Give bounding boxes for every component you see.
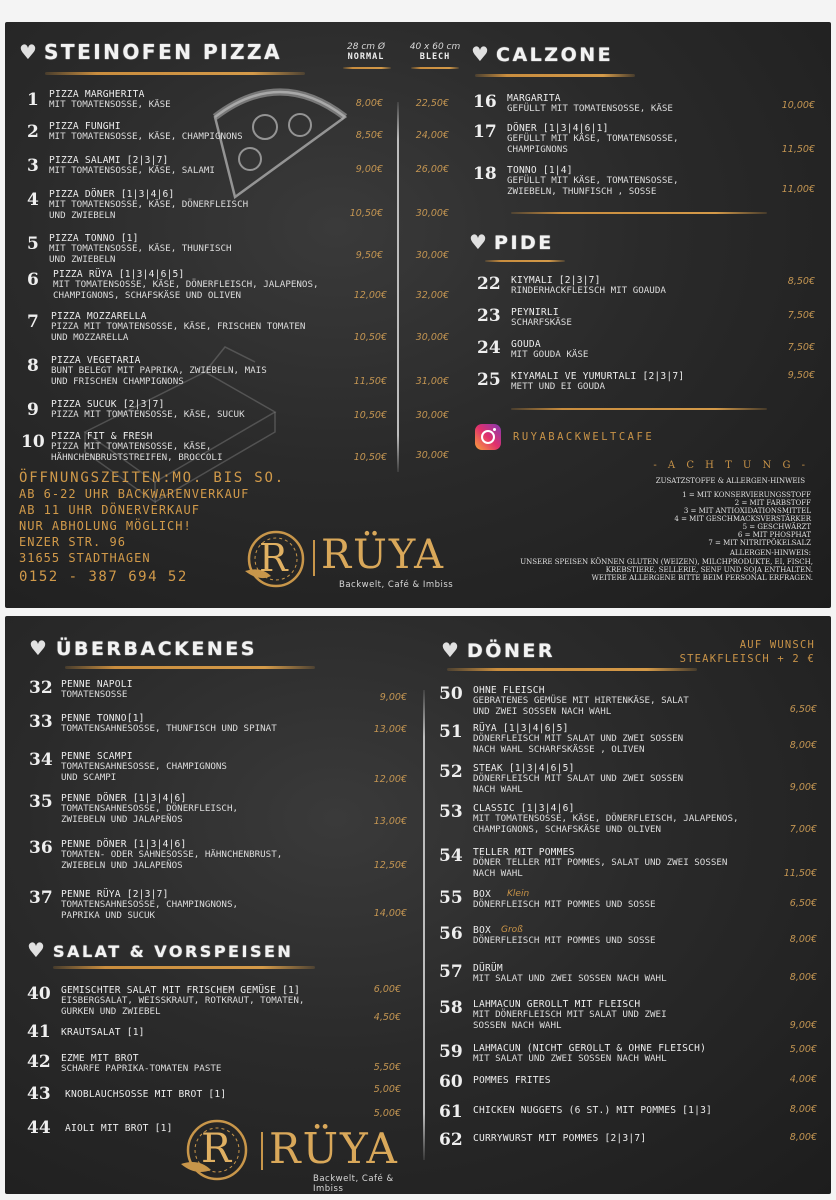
item-number: 2 <box>27 122 39 142</box>
address-street: ENZER STR. 96 <box>19 535 126 549</box>
hours-line: ÖFFNUNGSZEITEN:MO. BIS SO. <box>19 470 285 486</box>
item-desc: RINDERHACKFLEISCH MIT GOAUDA <box>511 285 666 296</box>
item-name: MARGARITA <box>507 93 561 104</box>
logo-initial: R <box>259 536 288 580</box>
item-name: TONNO [1|4] <box>507 165 573 176</box>
item-desc: DÖNER TELLER MIT POMMES, SALAT UND ZWEI SOSSEN NACH WAHL <box>473 857 728 879</box>
item-desc: EISBERGSALAT, WEISSKRAUT, ROTKRAUT, TOMATEN, GURKEN UND ZWIEBEL <box>61 995 305 1017</box>
item-desc: GEFÜLLT MIT KÄSE, TOMATENSOSSE, CHAMPIGNONS <box>507 133 679 155</box>
item-number: 54 <box>439 846 463 866</box>
pizza-underline <box>45 72 305 75</box>
item-name: AIOLI MIT BROT [1] <box>65 1123 173 1134</box>
calzone-underline <box>475 74 635 77</box>
item-price: 14,00€ <box>373 908 407 919</box>
item-number: 18 <box>473 164 497 184</box>
column-divider <box>397 102 399 472</box>
item-name: PIZZA MOZZARELLA <box>51 311 147 322</box>
item-price: 8,00€ <box>789 1104 817 1115</box>
item-desc: METT UND EI GOUDA <box>511 381 606 392</box>
allergen-hint-line: KREBSTIERE, SELLERIE, SENF UND SOJA ENTHALTEN. <box>605 566 813 574</box>
item-desc: PIZZA MIT TOMATENSOSSE, KÄSE, SUCUK <box>51 409 245 420</box>
ruya-logo-bottom <box>177 1116 427 1194</box>
size-normal-underline <box>343 67 391 69</box>
additive-line: 3 = MIT ANTIOXIDATIONSMITTEL <box>683 507 811 515</box>
steak-option-note <box>605 638 815 666</box>
item-name: CHICKEN NUGGETS (6 ST.) MIT POMMES [1|3] <box>473 1105 713 1116</box>
item-name: PENNE DÖNER [1|3|4|6] <box>61 839 187 850</box>
item-price: 7,50€ <box>787 310 815 321</box>
price-normal: 11,50€ <box>353 376 387 387</box>
column-divider <box>423 690 425 1160</box>
allergen-hint-line: WEITERE ALLERGENE BITTE BEIM PERSONAL ERFRAGEN. <box>591 574 813 582</box>
item-number: 51 <box>439 722 463 742</box>
item-desc: MIT TOMATENSOSSE, KÄSE <box>49 99 171 110</box>
allergen-hint-line: UNSERE SPEISEN KÖNNEN GLUTEN (WEIZEN), MILCHPRODUKTE, EI, FISCH, <box>520 558 813 566</box>
size-blech-name: BLECH <box>419 52 451 62</box>
item-name: KNOBLAUCHSOSSE MIT BROT [1] <box>65 1089 227 1100</box>
item-price: 8,50€ <box>787 276 815 287</box>
item-price: 9,50€ <box>787 370 815 381</box>
item-price: 8,00€ <box>789 934 817 945</box>
item-desc: GEFÜLLT MIT KÄSE, TOMATENSOSSE, ZWIEBELN, THUNFISCH , SOSSE <box>507 175 679 197</box>
menu-board-bottom <box>5 616 831 1194</box>
additive-line: 6 = MIT PHOSPHAT <box>737 531 811 539</box>
steak-note-line: AUF WUNSCH <box>739 639 815 651</box>
item-name: CURRYWURST MIT POMMES [2|3|7] <box>473 1133 647 1144</box>
item-number: 42 <box>27 1052 51 1072</box>
item-price: 12,00€ <box>373 774 407 785</box>
item-desc: MIT TOMATENSOSSE, KÄSE, DÖNERFLEISCH UND ZWIEBELN <box>49 199 249 221</box>
heart-icon: ♥ <box>469 230 487 254</box>
item-number: 56 <box>439 924 463 944</box>
item-number: 44 <box>27 1118 51 1138</box>
item-desc: BUNT BELEGT MIT PAPRIKA, ZWIEBELN, MAIS UND FRISCHEN CHAMPIGNONS <box>51 365 267 387</box>
item-price: 8,00€ <box>789 1132 817 1143</box>
item-desc: MIT SALAT UND ZWEI SOSSEN NACH WAHL <box>473 973 667 984</box>
price-blech: 30,00€ <box>415 410 449 421</box>
pide-end-line <box>511 408 767 410</box>
item-price: 6,50€ <box>789 898 817 909</box>
item-desc: TOMATENSAHNESOSSE, CHAMPIGNONS UND SCAMPI <box>61 761 227 783</box>
item-price: 6,50€ <box>789 704 817 715</box>
item-desc: MIT SALAT UND ZWEI SOSSEN NACH WAHL <box>473 1053 667 1064</box>
item-desc: MIT TOMATENSOSSE, KÄSE, THUNFISCH UND ZWIEBELN <box>49 243 232 265</box>
heart-icon: ♥ <box>471 42 489 66</box>
item-name: PIZZA RÜYA [1|3|4|6|5] <box>53 269 185 280</box>
item-desc: MIT TOMATENSOSSE, KÄSE, DÖNERFLEISCH, JALAPENOS, CHAMPIGNONS, SCHAFSKÄSE UND OLIVEN <box>53 279 319 301</box>
phone-number[interactable]: 0152 - 387 694 52 <box>19 569 188 585</box>
price-normal: 8,50€ <box>355 130 383 141</box>
allergen-info <box>485 460 825 557</box>
allergen-hint-title: ALLERGEN-HINWEIS: <box>729 549 811 557</box>
item-desc: GEFÜLLT MIT TOMATENSOSSE, KÄSE <box>507 103 673 114</box>
price-blech: 31,00€ <box>415 376 449 387</box>
item-name: PENNE NAPOLI <box>61 679 133 690</box>
item-name: PIZZA MARGHERITA <box>49 89 145 100</box>
item-price: 5,50€ <box>373 1062 401 1073</box>
item-name: PEYNIRLI <box>511 307 559 318</box>
price-blech: 22,50€ <box>415 98 449 109</box>
item-number: 5 <box>27 234 39 254</box>
item-desc: PIZZA MIT TOMATENSOSSE, KÄSE, HÄHNCHENBRUSTSTREIFEN, BROCCOLI <box>51 441 223 463</box>
item-desc: MIT TOMATENSOSSE, KÄSE, CHAMPIGNONS <box>49 131 243 142</box>
logo-tagline: Backwelt, Café & Imbiss <box>339 580 454 590</box>
size-normal-name: NORMAL <box>347 52 385 62</box>
additive-line: 2 = MIT FARBSTOFF <box>734 499 811 507</box>
item-number: 57 <box>439 962 463 982</box>
item-desc: MIT DÖNERFLEISCH MIT SALAT UND ZWEI SOSSEN NACH WAHL <box>473 1009 667 1031</box>
item-number: 43 <box>27 1084 51 1104</box>
item-name: KIYMALI [2|3|7] <box>511 275 601 286</box>
doener-heading <box>441 638 555 662</box>
heart-icon: ♥ <box>441 638 459 662</box>
price-normal: 10,50€ <box>353 410 387 421</box>
item-desc: SCHARFSKÄSE <box>511 317 572 328</box>
hours-line: AB 11 UHR DÖNERVERKAUF <box>19 503 200 517</box>
item-desc: DÖNERFLEISCH MIT POMMES UND SOSSE <box>473 935 656 946</box>
item-number: 16 <box>473 92 497 112</box>
price-normal: 8,00€ <box>355 98 383 109</box>
item-name: PIZZA DÖNER [1|3|4|6] <box>49 189 175 200</box>
item-price: 7,50€ <box>787 342 815 353</box>
item-number: 32 <box>29 678 53 698</box>
additives-list <box>485 491 825 547</box>
price-blech: 30,00€ <box>415 450 449 461</box>
calzone-heading <box>471 42 613 66</box>
item-price: 7,00€ <box>789 824 817 835</box>
item-name: TELLER MIT POMMES <box>473 847 575 858</box>
pizza-title: STEINOFEN PIZZA <box>44 40 283 64</box>
item-desc: TOMATENSAHNESOSSE, CHAMPINGNONS, PAPRIKA UND SUCUK <box>61 899 239 921</box>
size-tag: Groß <box>501 925 523 935</box>
item-name: BOX <box>473 925 491 936</box>
item-price: 12,50€ <box>373 860 407 871</box>
instagram-handle: RUYABACKWELTCAFE <box>513 431 655 443</box>
item-number: 23 <box>477 306 501 326</box>
price-normal: 9,00€ <box>355 164 383 175</box>
price-normal: 10,50€ <box>353 332 387 343</box>
item-price: 8,00€ <box>789 740 817 751</box>
item-desc: MIT TOMATENSOSSE, KÄSE, DÖNERFLEISCH, JALAPENOS, CHAMPIGNONS, SCHAFSKÄSE UND OLIVEN <box>473 813 739 835</box>
additive-line: 5 = GESCHWÄRZT <box>742 523 811 531</box>
allergen-subtitle: ZUSATZSTOFFE & ALLERGEN-HINWEIS <box>655 477 805 485</box>
item-name: PIZZA VEGETARIA <box>51 355 141 366</box>
item-price: 8,00€ <box>789 972 817 983</box>
item-number: 53 <box>439 802 463 822</box>
logo-wordmark: RÜYA <box>269 1124 399 1173</box>
doener-title: DÖNER <box>467 640 555 662</box>
item-number: 7 <box>27 312 39 332</box>
item-number: 36 <box>29 838 53 858</box>
item-desc: TOMATEN- ODER SAHNESOSSE, HÄHNCHENBRUST, ZWIEBELN UND JALAPEÑOS <box>61 849 283 871</box>
calzone-title: CALZONE <box>496 44 614 66</box>
size-blech-label: 40 x 60 cm <box>409 42 461 52</box>
price-normal: 12,00€ <box>353 290 387 301</box>
additive-line: 7 = MIT NITRITPÖKELSALZ <box>708 539 811 547</box>
price-blech: 26,00€ <box>415 164 449 175</box>
item-price: 9,00€ <box>789 1020 817 1031</box>
item-name: PENNE TONNO[1] <box>61 713 145 724</box>
item-name: EZME MIT BROT <box>61 1053 139 1064</box>
item-desc: GEBRATENES GEMÜSE MIT HIRTENKÄSE, SALAT UND ZWEI SOSSEN NACH WAHL <box>473 695 689 717</box>
size-blech-underline <box>411 67 459 69</box>
item-number: 4 <box>27 190 39 210</box>
additive-line: 1 = MIT KONSERVIERUNGSSTOFF <box>682 491 811 499</box>
item-price: 9,00€ <box>789 782 817 793</box>
additive-line: 4 = MIT GESCHMACKSVERSTÄRKER <box>674 515 811 523</box>
item-number: 60 <box>439 1072 463 1092</box>
item-price: 9,00€ <box>379 692 407 703</box>
price-normal: 9,50€ <box>355 250 383 261</box>
price-normal: 10,50€ <box>353 452 387 463</box>
item-price: 6,00€ <box>373 984 401 995</box>
price-blech: 24,00€ <box>415 130 449 141</box>
salat-heading <box>27 938 293 962</box>
item-desc: TOMATENSOSSE <box>61 689 128 700</box>
price-blech: 30,00€ <box>415 332 449 343</box>
item-name: BOX <box>473 889 491 900</box>
item-name: GOUDA <box>511 339 541 350</box>
item-name: CLASSIC [1|3|4|6] <box>473 803 575 814</box>
item-price: 13,00€ <box>373 816 407 827</box>
pizza-heading <box>19 40 282 64</box>
pide-underline <box>485 260 565 262</box>
calzone-end-line <box>511 212 767 214</box>
item-name: PIZZA SALAMI [2|3|7] <box>49 155 169 166</box>
item-number: 17 <box>473 122 497 142</box>
item-name: PENNE SCAMPI <box>61 751 133 762</box>
item-number: 34 <box>29 750 53 770</box>
item-name: KIYAMALI VE YUMURTALI [2|3|7] <box>511 371 685 382</box>
item-number: 58 <box>439 998 463 1018</box>
item-number: 50 <box>439 684 463 704</box>
item-name: LAHMACUN (NICHT GEROLLT & OHNE FLEISCH) <box>473 1043 707 1054</box>
allergen-hint <box>475 558 813 582</box>
item-number: 33 <box>29 712 53 732</box>
size-tag: Klein <box>507 889 530 899</box>
item-number: 25 <box>477 370 501 390</box>
item-name: PIZZA FUNGHI <box>49 121 121 132</box>
item-name: STEAK [1|3|4|6|5] <box>473 763 575 774</box>
hours-line: NUR ABHOLUNG MÖGLICH! <box>19 519 192 533</box>
item-price: 5,00€ <box>789 1044 817 1055</box>
pide-title: PIDE <box>494 232 554 254</box>
hours-line: AB 6-22 UHR BACKWARENVERKAUF <box>19 487 250 501</box>
steak-note-line: STEAKFLEISCH + 2 € <box>679 653 815 665</box>
item-desc: DÖNERFLEISCH MIT POMMES UND SOSSE <box>473 899 656 910</box>
item-desc: SCHARFE PAPRIKA-TOMATEN PASTE <box>61 1063 222 1074</box>
item-number: 61 <box>439 1102 463 1122</box>
item-desc: TOMATENSAHNESOSSE, THUNFISCH UND SPINAT <box>61 723 277 734</box>
size-normal <box>335 42 397 62</box>
ruya-logo <box>241 526 471 592</box>
logo-initial: R <box>201 1126 232 1172</box>
item-name: POMMES FRITES <box>473 1075 551 1086</box>
ueberbackenes-title: ÜBERBACKENES <box>56 638 257 660</box>
item-number: 10 <box>21 432 45 452</box>
logo-separator <box>261 1132 263 1170</box>
item-number: 1 <box>27 90 39 110</box>
item-number: 35 <box>29 792 53 812</box>
item-price: 11,00€ <box>781 184 815 195</box>
item-price-krautsalat: 4,50€ <box>373 1012 401 1023</box>
logo-wordmark: RÜYA <box>321 532 446 578</box>
item-price: 5,00€ <box>373 1084 401 1095</box>
item-number: 52 <box>439 762 463 782</box>
item-name: PENNE DÖNER [1|3|4|6] <box>61 793 187 804</box>
item-name: GEMISCHTER SALAT MIT FRISCHEM GEMÜSE [1] <box>61 985 301 996</box>
allergen-title: - A C H T U N G - <box>653 460 809 471</box>
item-name: KRAUTSALAT [1] <box>61 1027 145 1038</box>
size-normal-label: 28 cm Ø <box>347 42 385 52</box>
item-name: PIZZA FIT & FRESH <box>51 431 153 442</box>
item-desc: TOMATENSAHNESOSSE, DÖNERFLEISCH, ZWIEBELN UND JALAPEÑOS <box>61 803 239 825</box>
item-name: DÖNER [1|3|4|6|1] <box>507 123 609 134</box>
item-price: 11,50€ <box>783 868 817 879</box>
item-number: 24 <box>477 338 501 358</box>
item-name: PENNE RÜYA [2|3|7] <box>61 889 169 900</box>
logo-tagline: Backwelt, Café & Imbiss <box>313 1174 394 1194</box>
item-price: 4,00€ <box>789 1074 817 1085</box>
item-number: 8 <box>27 356 39 376</box>
item-price: 11,50€ <box>781 144 815 155</box>
item-number: 59 <box>439 1042 463 1062</box>
item-name: PIZZA TONNO [1] <box>49 233 139 244</box>
instagram-icon <box>475 424 501 450</box>
item-number: 55 <box>439 888 463 908</box>
item-number: 37 <box>29 888 53 908</box>
menu-board-top <box>5 22 831 608</box>
item-price: 10,00€ <box>781 100 815 111</box>
item-number: 62 <box>439 1130 463 1150</box>
item-desc: MIT GOUDA KÄSE <box>511 349 589 360</box>
doener-underline <box>447 668 697 671</box>
salat-title: SALAT & VORSPEISEN <box>53 942 294 961</box>
item-number: 41 <box>27 1022 51 1042</box>
item-name: LAHMACUN GEROLLT MIT FLEISCH <box>473 999 641 1010</box>
pide-heading <box>469 230 554 254</box>
salat-underline <box>53 966 315 969</box>
item-desc: DÖNERFLEISCH MIT SALAT UND ZWEI SOSSEN NACH WAHL SCHARFSKÄSSE , OLIVEN <box>473 733 684 755</box>
item-name: OHNE FLEISCH <box>473 685 545 696</box>
price-blech: 32,00€ <box>415 290 449 301</box>
price-blech: 30,00€ <box>415 208 449 219</box>
item-name: RÜYA [1|3|4|6|5] <box>473 723 569 734</box>
logo-separator <box>313 540 315 576</box>
ueberbackenes-heading <box>29 636 257 660</box>
item-number: 9 <box>27 400 39 420</box>
price-blech: 30,00€ <box>415 250 449 261</box>
item-name: DÜRÜM <box>473 963 503 974</box>
item-number: 3 <box>27 156 39 176</box>
item-number: 40 <box>27 984 51 1004</box>
ueberbackenes-underline <box>65 666 315 669</box>
heart-icon: ♥ <box>27 938 45 962</box>
item-price: 5,00€ <box>373 1108 401 1119</box>
item-desc: DÖNERFLEISCH MIT SALAT UND ZWEI SOSSEN NACH WAHL <box>473 773 684 795</box>
address-city: 31655 STADTHAGEN <box>19 551 151 565</box>
size-blech <box>403 42 467 62</box>
price-normal: 10,50€ <box>349 208 383 219</box>
item-price: 13,00€ <box>373 724 407 735</box>
item-number: 6 <box>27 270 39 290</box>
item-desc: PIZZA MIT TOMATENSOSSE, KÄSE, FRISCHEN TOMATEN UND MOZZARELLA <box>51 321 306 343</box>
item-desc: MIT TOMATENSOSSE, KÄSE, SALAMI <box>49 165 215 176</box>
heart-icon: ♥ <box>19 40 37 64</box>
heart-icon: ♥ <box>29 636 47 660</box>
item-number: 22 <box>477 274 501 294</box>
item-name: PIZZA SUCUK [2|3|7] <box>51 399 165 410</box>
